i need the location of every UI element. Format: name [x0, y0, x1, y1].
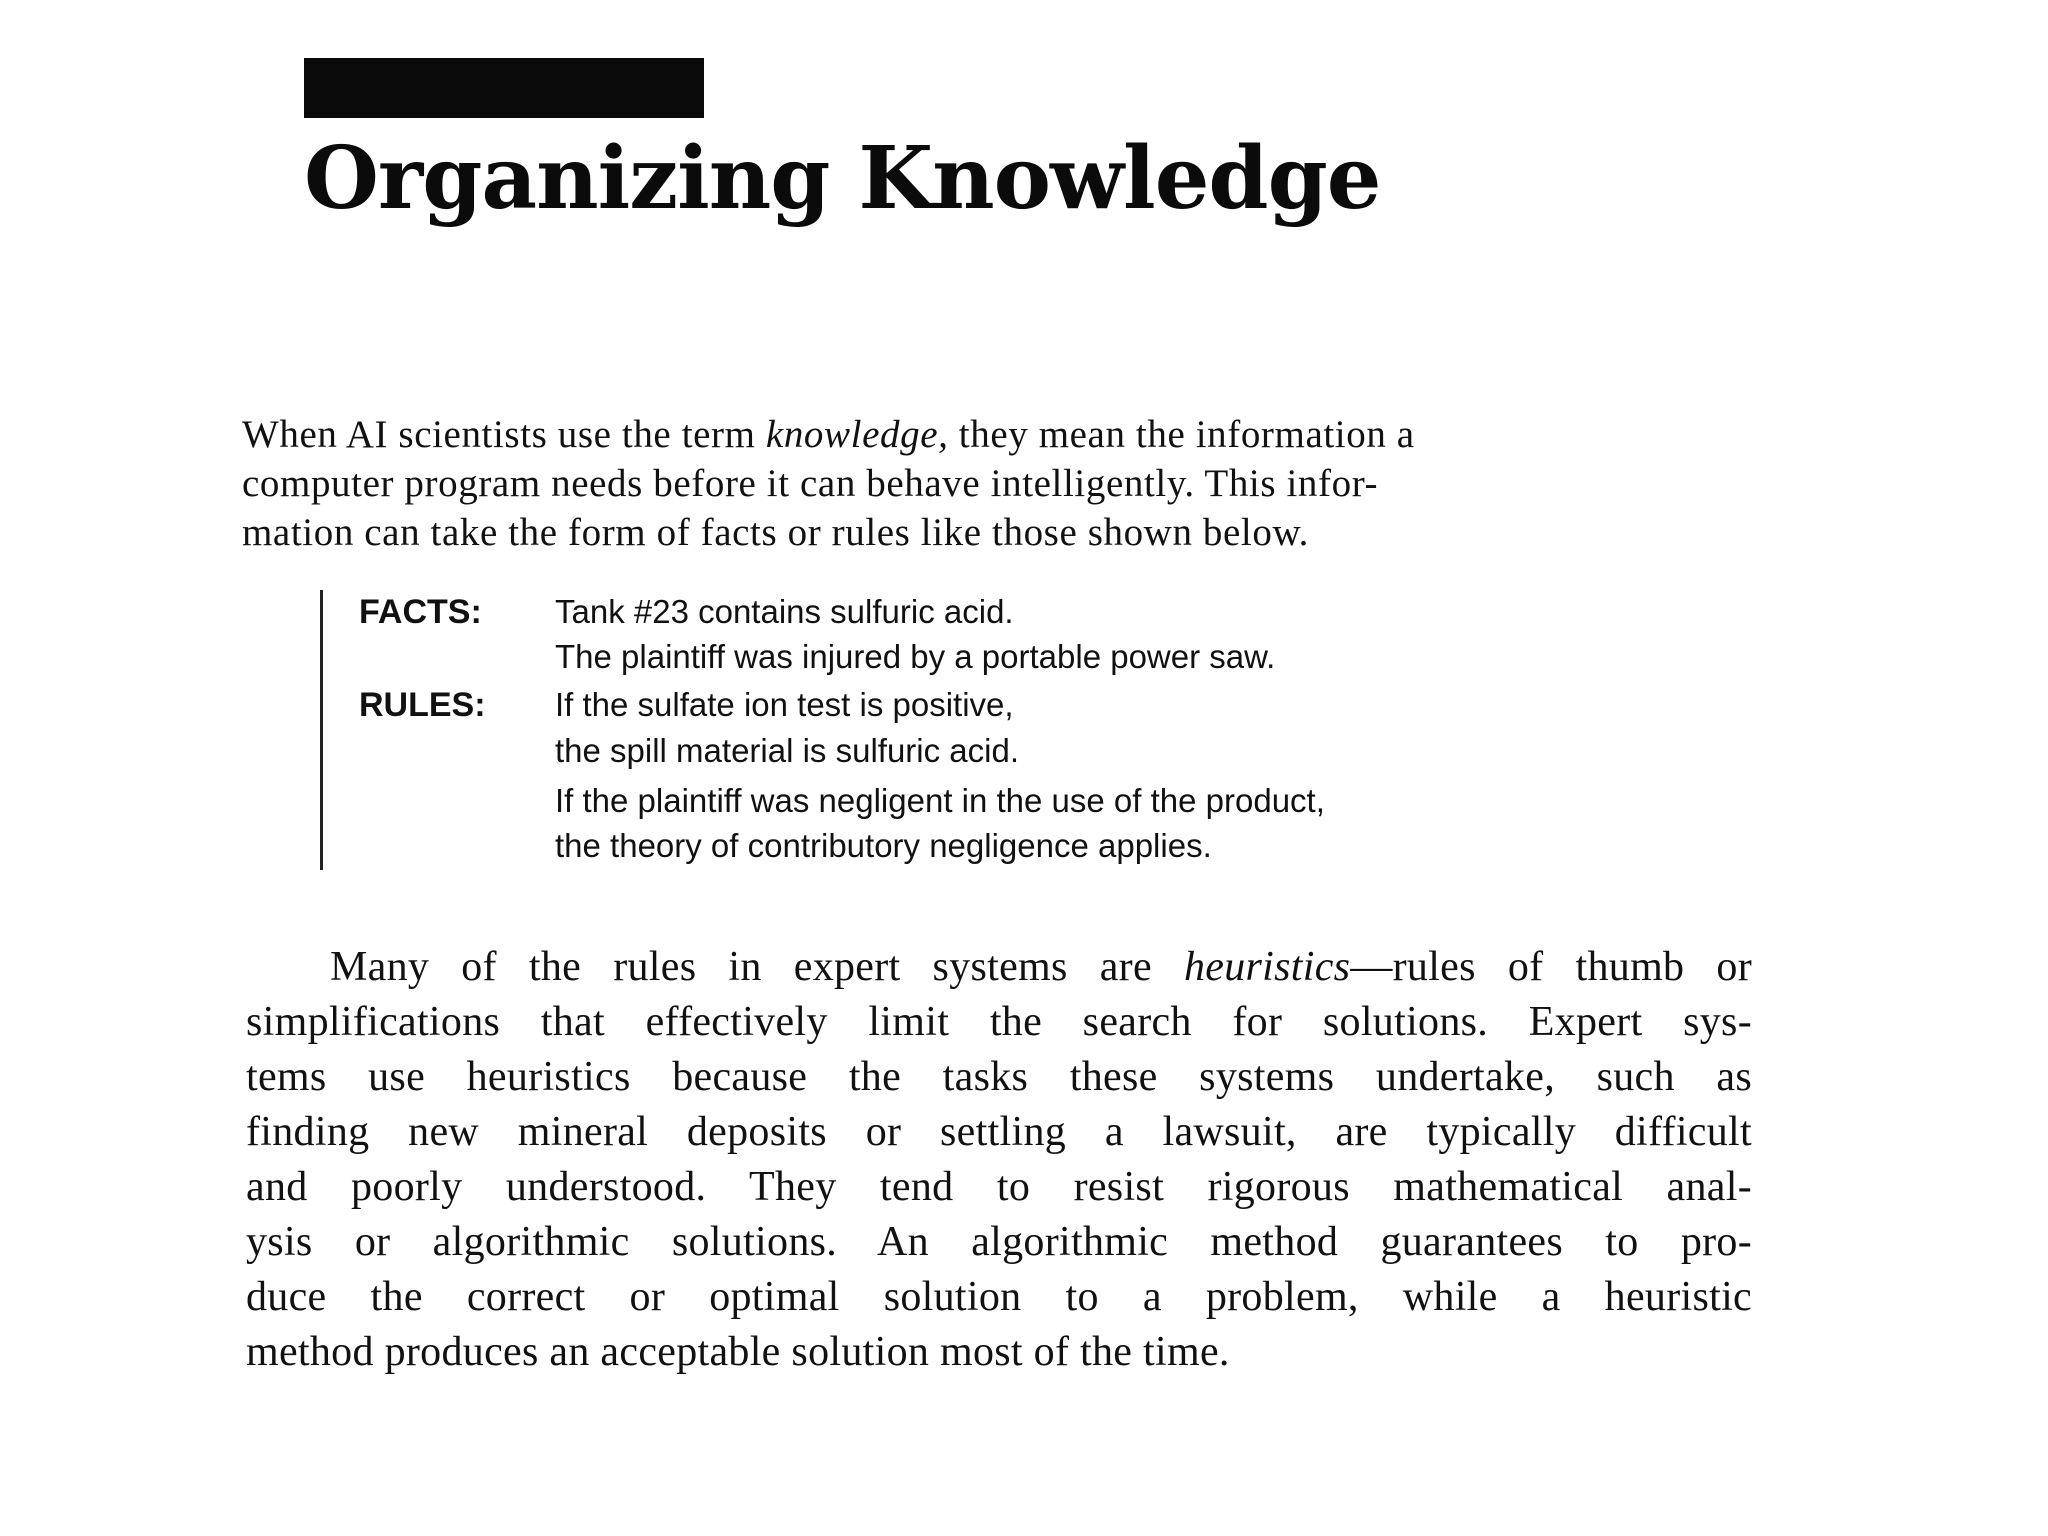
- rule-conclusion: the spill material is sulfuric acid.: [555, 732, 1019, 769]
- body-line: ysis or algorithmic solutions. An algorithmic method guarantees to pro-: [246, 1219, 1752, 1265]
- rule-conclusion: the theory of contributory negligence applies.: [555, 827, 1212, 864]
- fact-item: Tank #23 contains sulfuric acid.: [555, 593, 1014, 630]
- chapter-title: Organizing Knowledge: [304, 128, 1381, 229]
- chapter-title-bar: [304, 58, 704, 118]
- body-line: method produces an acceptable solution most of the time.: [246, 1329, 1230, 1375]
- cut-off-text-fragment: [330, 1388, 1730, 1398]
- rule-condition: If the sulfate ion test is positive,: [555, 686, 1014, 723]
- fact-item: The plaintiff was injured by a portable power saw.: [555, 638, 1276, 675]
- body-line: simplifications that effectively limit the search for solutions. Expert sys-: [246, 999, 1752, 1045]
- body-line: Many of the rules in expert systems are heuristics—rules of thumb or: [330, 944, 1752, 990]
- body-line: duce the correct or optimal solution to a problem, while a heuristic: [246, 1274, 1752, 1320]
- body-paragraph: [246, 940, 1752, 1380]
- rules-label: RULES:: [359, 686, 486, 724]
- intro-line: computer program needs before it can behave intelligently. This infor-: [242, 462, 1379, 505]
- rule-condition: If the plaintiff was negligent in the use of the product,: [555, 782, 1325, 819]
- cut-off-text-line: [330, 1388, 1730, 1398]
- intro-line: When AI scientists use the term knowledge, they mean the information a: [242, 413, 1415, 456]
- facts-rules-box: [320, 590, 1623, 870]
- facts-label: FACTS:: [359, 593, 482, 631]
- intro-line: mation can take the form of facts or rules like those shown below.: [242, 511, 1310, 554]
- body-line: tems use heuristics because the tasks these systems undertake, such as: [246, 1054, 1752, 1100]
- term-heuristics: heuristics: [1184, 944, 1351, 990]
- body-line: and poorly understood. They tend to resist rigorous mathematical anal-: [246, 1164, 1752, 1210]
- term-knowledge: knowledge,: [765, 413, 949, 456]
- intro-paragraph: [242, 410, 1742, 557]
- body-line: finding new mineral deposits or settling a lawsuit, are typically difficult: [246, 1109, 1752, 1155]
